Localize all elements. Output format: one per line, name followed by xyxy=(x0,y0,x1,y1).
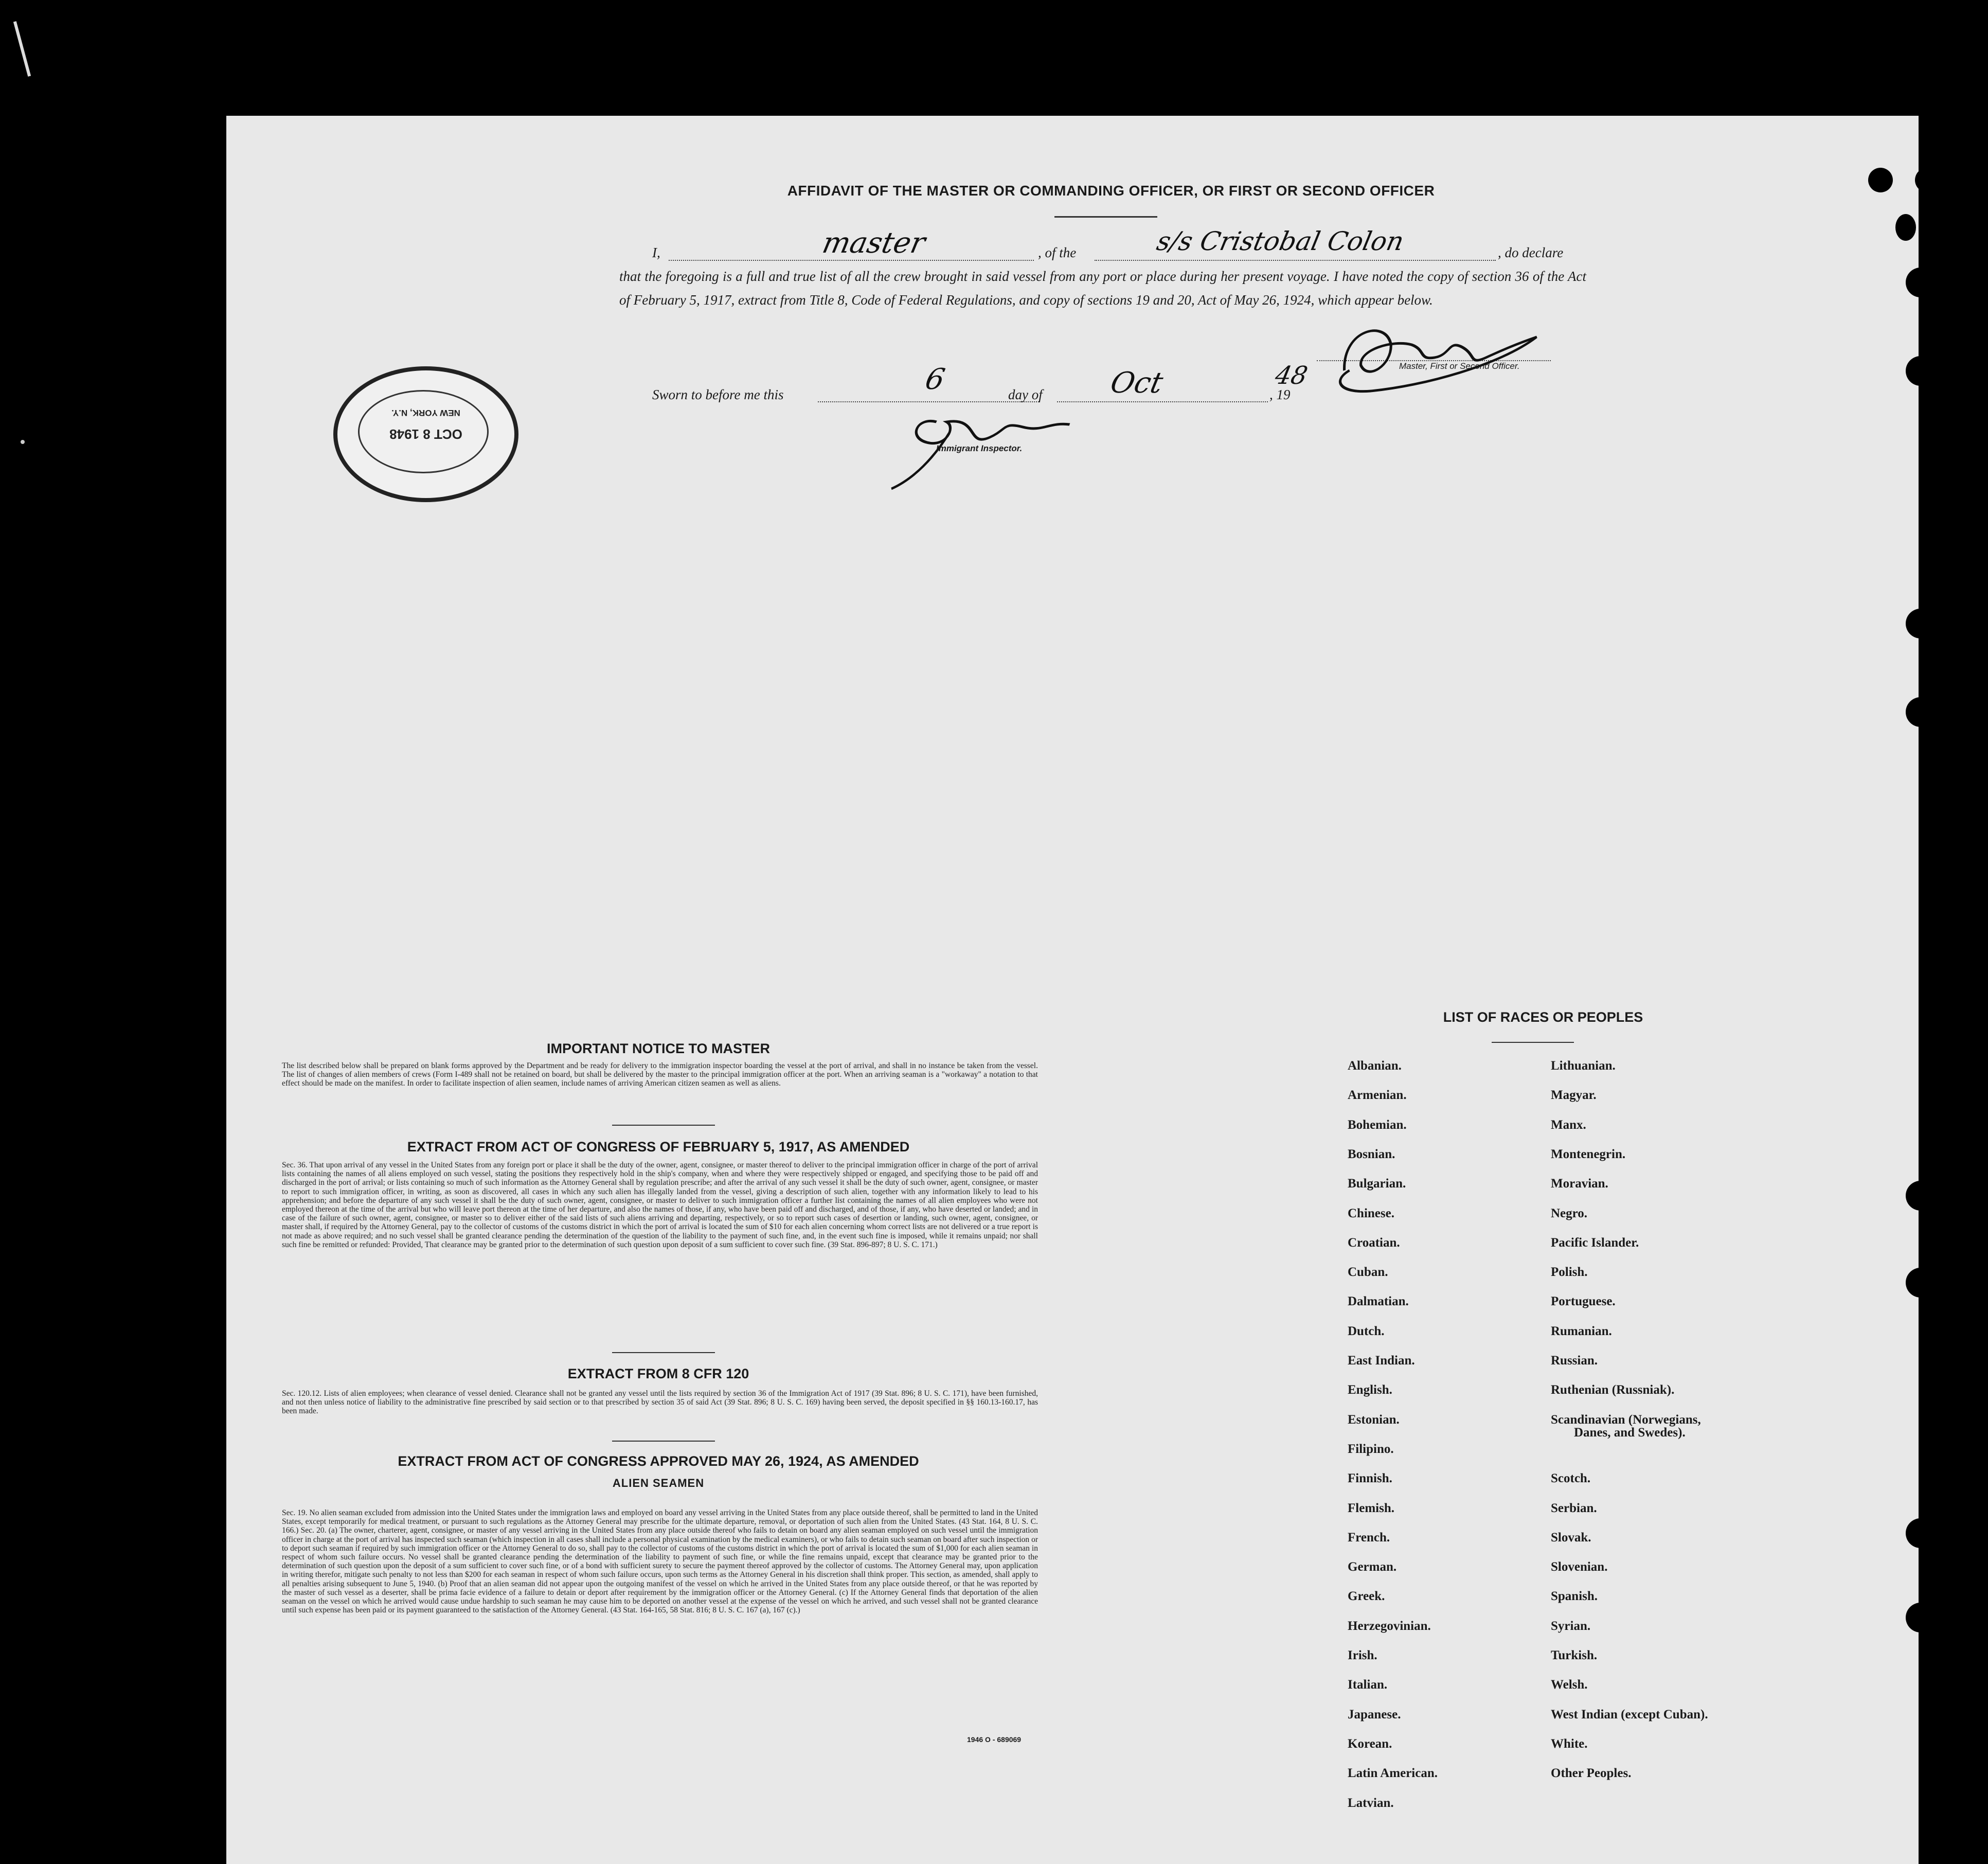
punch-hole xyxy=(1906,1518,1936,1548)
race-item: Herzegovinian. xyxy=(1348,1619,1431,1633)
race-item: Ruthenian (Russniak). xyxy=(1551,1383,1675,1397)
handwritten-month: Oct xyxy=(1107,366,1166,400)
punch-hole xyxy=(1906,268,1936,297)
race-item: Croatian. xyxy=(1348,1235,1400,1250)
race-item: East Indian. xyxy=(1348,1354,1415,1368)
extract-1917-body: Sec. 36. That upon arrival of any vessel in the United States from any foreign port or place it shall be the duty of the owner, agent, consignee, or master thereof to deliver to the principal immigration officer in charge of the port of arrival lists containing the names of all aliens employed on such vessel, stating the positions they respectively hold in the ship's company, when and where they were respectively shipped or engaged, and specifying those to be paid off and discharged in the port of arrival; or lists containing so much of such information as the Attorney General shall by regulation prescribe; and after the arrival of any such vessel it shall be the duty of such owner, agent, consignee, or master to report to such immigration officer, in writing, as soon as discovered, all cases in which any such alien has illegally landed from the vessel, giving a description of such alien, together with any information likely to lead to his apprehension; and before the departure of any such vessel it shall be the duty of such owner, agent, consignee, or master to deliver to such immigration officer a further list containing the names of all alien employees who were not employed thereon at the time of the arrival but who will leave port thereon at the time of her departure, and also the names of those, if any, who have been paid off and discharged, and of those, if any, who have deserted or landed; and in case of the failure of such owner, agent, consignee, or master so to deliver either of the said lists of such aliens arriving and departing, respectively, or so to report such cases of desertion or landing, such owner, agent, consignee, or master shall, if required by the Attorney General, pay to the collector of customs of the customs district in which the port of arrival is located the sum of $10 for each alien concerning whom correct lists are not delivered or a true report is not made as above required; and no such vessel shall be granted clearance pending the determination of the question of the liability to the payment of such fine, and, in the event such fine is imposed, while it remains unpaid; nor shall such fine be remitted or refunded: Provided, That clearance may be granted prior to the determination of such question upon deposit of a sum sufficient to cover such fine. (39 Stat. 896-897; 8 U. S. C. 171.) xyxy=(282,1161,1038,1249)
affidavit-title: AFFIDAVIT OF THE MASTER OR COMMANDING OFFICER, OR FIRST OR SECOND OFFICER xyxy=(787,183,1435,199)
extract-cfr-rule xyxy=(612,1441,715,1442)
race-item: Bohemian. xyxy=(1348,1117,1407,1132)
punch-hole xyxy=(1868,168,1893,192)
race-item: Korean. xyxy=(1348,1736,1392,1751)
race-item: Other Peoples. xyxy=(1551,1766,1632,1781)
stamp-place: NEW YORK, N.Y. xyxy=(391,408,460,418)
race-item: Lithuanian. xyxy=(1551,1059,1616,1073)
punch-hole xyxy=(1906,1603,1936,1632)
race-item: Armenian. xyxy=(1348,1088,1407,1103)
race-item: Chinese. xyxy=(1348,1206,1394,1220)
race-item: Finnish. xyxy=(1348,1471,1392,1486)
punch-hole xyxy=(1915,168,1940,192)
races-rule xyxy=(1492,1042,1574,1043)
affidavit-paragraph: that the foregoing is a full and true list of all the crew brought in said vessel from any port or place during her present voyage. I have noted the copy of section 36 of the Act of February 5, 1917, extract from Title 8, Code of Federal Regulations, and copy of sections 19 and 20, Act of May 26, 1924, which appear below. xyxy=(619,269,1586,308)
punch-hole xyxy=(1906,609,1936,638)
handwritten-day: 6 xyxy=(922,363,948,396)
extract-1924-title: EXTRACT FROM ACT OF CONGRESS APPROVED MAY 26, 1924, AS AMENDED xyxy=(398,1453,919,1469)
race-item: Spanish. xyxy=(1551,1589,1598,1604)
punch-hole xyxy=(1906,697,1936,727)
races-title: LIST OF RACES OR PEOPLES xyxy=(1443,1009,1643,1025)
race-item: Montenegrin. xyxy=(1551,1147,1626,1161)
extract-1917-title: EXTRACT FROM ACT OF CONGRESS OF FEBRUARY 5, 1917, AS AMENDED xyxy=(407,1139,910,1155)
race-item: Irish. xyxy=(1348,1648,1377,1662)
punch-hole xyxy=(1906,1181,1936,1211)
race-item: Bulgarian. xyxy=(1348,1177,1406,1191)
race-item: Syrian. xyxy=(1551,1619,1591,1633)
race-item: English. xyxy=(1348,1383,1392,1397)
race-item: Italian. xyxy=(1348,1678,1388,1692)
race-item: Filipino. xyxy=(1348,1442,1394,1456)
race-item: Rumanian. xyxy=(1551,1324,1612,1338)
punch-hole xyxy=(1906,1268,1936,1298)
extract-1917-rule xyxy=(612,1352,715,1353)
line1-i: I, xyxy=(652,245,660,260)
race-item: Flemish. xyxy=(1348,1501,1394,1515)
race-item: Pacific Islander. xyxy=(1551,1235,1639,1250)
race-item: Polish. xyxy=(1551,1265,1588,1280)
race-item: Russian. xyxy=(1551,1354,1598,1368)
extract-cfr-title: EXTRACT FROM 8 CFR 120 xyxy=(567,1366,749,1381)
scan-mark xyxy=(21,440,25,444)
extract-cfr-body: Sec. 120.12. Lists of alien employees; when clearance of vessel denied. Clearance shall not be granted any vessel until the lists required by section 36 of the Immigration Act of 1917 (39 Stat. 896; 8 U. S. C. 171), have been furnished, and not then unless notice of liability to the administrative fine prescribed by said section or to that prescribed by section 35 of said Act (39 Stat. 896; 8 U. S. C. 169) having been served, the deposit specified in §§ 160.13-160.17, has been made. xyxy=(282,1389,1038,1416)
race-item: Welsh. xyxy=(1551,1678,1588,1692)
race-item: Scandinavian (Norwegians, xyxy=(1551,1412,1701,1427)
race-item: Latvian. xyxy=(1348,1796,1394,1810)
race-item: Turkish. xyxy=(1551,1648,1598,1662)
race-item: Scotch. xyxy=(1551,1471,1591,1486)
race-item: Negro. xyxy=(1551,1206,1588,1220)
race-item: White. xyxy=(1551,1736,1588,1751)
notice-rule xyxy=(612,1125,715,1126)
handwritten-master: master xyxy=(819,226,928,260)
race-item: Dutch. xyxy=(1348,1324,1385,1338)
race-item: Danes, and Swedes). xyxy=(1574,1426,1686,1440)
title-rule xyxy=(1054,216,1157,218)
month-line xyxy=(1057,401,1268,402)
handwritten-vessel: s/s Cristobal Colon xyxy=(1154,226,1407,256)
vessel-line xyxy=(1095,260,1496,261)
scan-mark xyxy=(13,21,31,77)
race-item: West Indian (except Cuban). xyxy=(1551,1707,1708,1721)
handwritten-year: 48 xyxy=(1273,361,1311,390)
race-item: Magyar. xyxy=(1551,1088,1597,1103)
race-item: Slovak. xyxy=(1551,1530,1591,1545)
notice-title: IMPORTANT NOTICE TO MASTER xyxy=(547,1041,770,1056)
punch-hole xyxy=(1906,356,1936,386)
race-item: German. xyxy=(1348,1560,1397,1574)
race-item: Serbian. xyxy=(1551,1501,1597,1515)
master-signature xyxy=(1307,309,1563,401)
stamp-date: OCT 8 1948 xyxy=(389,427,462,442)
race-item: Estonian. xyxy=(1348,1412,1400,1427)
day-of-label: day of xyxy=(1008,387,1043,402)
race-item: Albanian. xyxy=(1348,1059,1402,1073)
date-stamp xyxy=(333,366,518,502)
name-line xyxy=(669,260,1034,261)
line1-declare: , do declare xyxy=(1498,245,1564,260)
race-item: Slovenian. xyxy=(1551,1560,1608,1574)
race-item: Greek. xyxy=(1348,1589,1385,1604)
notice-body: The list described below shall be prepared on blank forms approved by the Department and be ready for delivery to the immigration inspector boarding the vessel at the port of arrival, and shall in no instance be taken from the vessel. The list of changes of alien members of crews (Form I-489 shall not be retained on board, but shall be delivered by the master to the principal immigration officer at the port. When an arriving seaman is a "workaway" a notation to that effect should be made on the manifest. In order to facilitate inspection of alien seamen, include names of arriving American citizen seamen as well as aliens. xyxy=(282,1061,1038,1088)
race-item: Japanese. xyxy=(1348,1707,1401,1721)
race-item: Latin American. xyxy=(1348,1766,1438,1781)
race-item: Dalmatian. xyxy=(1348,1294,1409,1309)
line1-of-the: , of the xyxy=(1038,245,1077,260)
race-item: Moravian. xyxy=(1551,1177,1608,1191)
inspector-label: Immigrant Inspector. xyxy=(936,443,1023,453)
punch-hole xyxy=(1895,214,1916,241)
print-code: 1946 O - 689069 xyxy=(967,1735,1022,1744)
race-item: Cuban. xyxy=(1348,1265,1388,1280)
signature-label: Master, First or Second Officer. xyxy=(1399,361,1520,371)
race-item: French. xyxy=(1348,1530,1390,1545)
extract-1924-body: Sec. 19. No alien seaman excluded from admission into the United States under the immigration laws and employed on board any vessel arriving in the United States from any place outside thereof, shall be permitted to land in the United States, except temporarily for medical treatment, or pursuant to such regulations as the Attorney General may prescribe for the ultimate departure, removal, or deportation of such alien from the United States. (43 Stat. 164, 8 U. S. C. 166.) Sec. 20. (a) The owner, charterer, agent, consignee, or master of any vessel arriving in the United States from any place outside thereof who fails to detain on board any alien seaman employed on such vessel until the immigration officer in charge at the port of arrival has inspected such seaman (which inspection in all cases shall include a personal physical examination by the medical examiners), or who fails to detain such seaman on board after such inspection or to deport such seaman if required by such immigration officer or the Attorney General to do so, shall pay to the collector of customs of the customs district in which the port of arrival is located the sum of $1,000 for each alien seaman in respect of whom such failure occurs. No vessel shall be granted clearance pending the determination of the liability to payment of such fine, or while the fine remains unpaid, except that clearance may be granted prior to the determination of such question upon the deposit of a sum sufficient to cover such fine, or of a bond with sufficient surety to secure the payment thereof approved by the collector of customs. The Attorney General may, upon application in writing therefor, mitigate such penalty to not less than $200 for each seaman in respect of whom such failure occurs, upon such terms as the Attorney General in his discretion shall think proper. This section, as amended, shall apply to all penalties arising subsequent to June 5, 1940. (b) Proof that an alien seaman did not appear upon the outgoing manifest of the vessel on which he arrived in the United States from any place outside thereof, or that he was reported by the master of such vessel as a deserter, shall be prima facie evidence of a failure to detain or deport after requirement by the immigration officer or the Attorney General. (c) If the Attorney General finds that deportation of the alien seaman on the vessel on which he arrived would cause undue hardship to such seaman he may cause him to be deported on another vessel at the expense of the vessel on which he arrived, and such vessel shall not be granted clearance until such expense has been paid or its payment guaranteed to the satisfaction of the Attorney General. (43 Stat. 164-165, 58 Stat. 816; 8 U. S. C. 167 (a), 167 (c).) xyxy=(282,1508,1038,1615)
sworn-label: Sworn to before me this xyxy=(652,387,784,402)
year-prefix: , 19 xyxy=(1269,387,1291,402)
race-item: Portuguese. xyxy=(1551,1294,1616,1309)
extract-1924-subtitle: ALIEN SEAMEN xyxy=(612,1477,705,1489)
race-item: Bosnian. xyxy=(1348,1147,1395,1161)
race-item: Manx. xyxy=(1551,1117,1586,1132)
